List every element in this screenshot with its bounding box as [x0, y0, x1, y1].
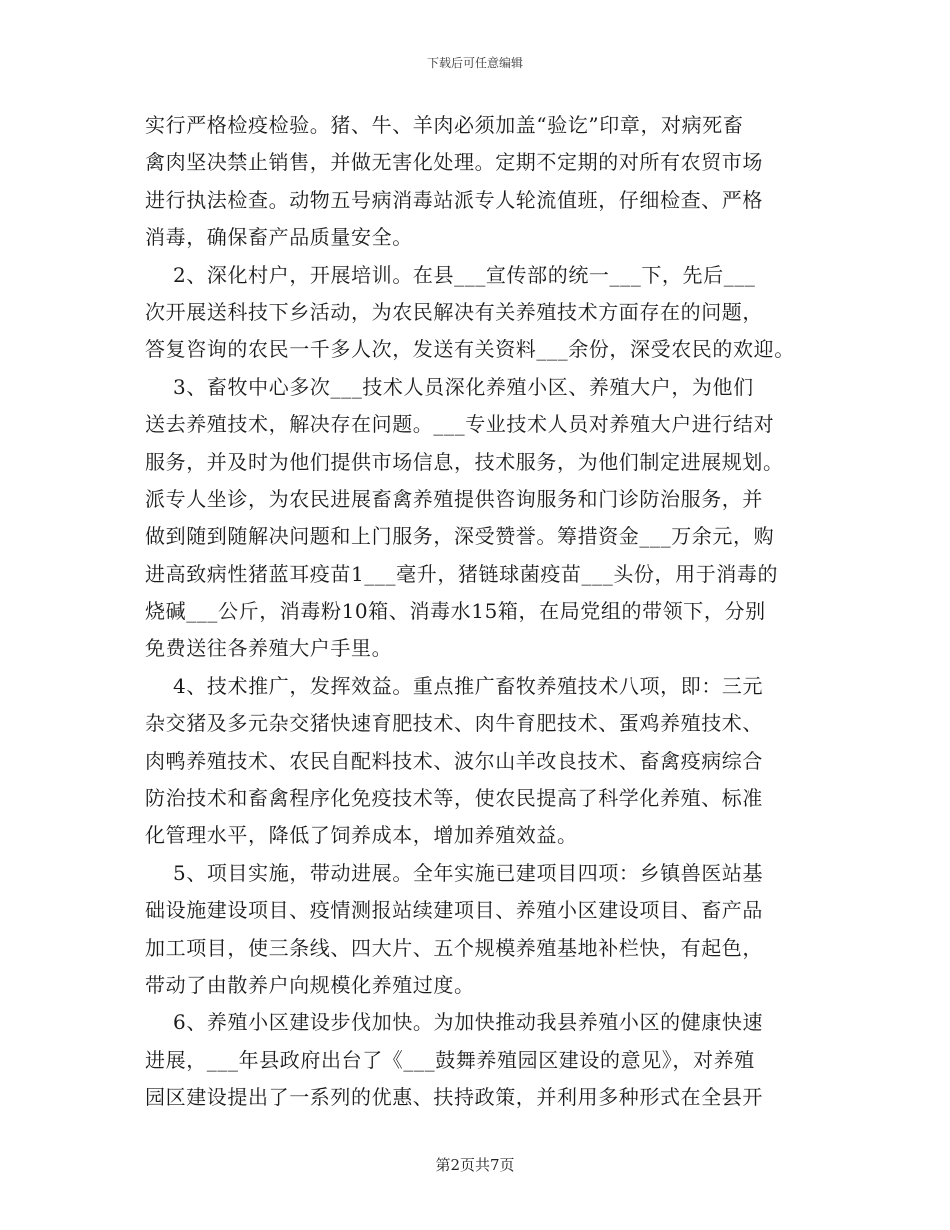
- page-header: 下载后可任意编辑: [426, 56, 523, 70]
- text-line: 答复咨询的农民一千多人次，发送有关资料___余份，深受农民的欢迎。: [145, 337, 795, 362]
- paragraph-start-line: 2、深化村户，开展培训。在县___宣传部的统一___下，先后___: [173, 262, 756, 287]
- text-line: 带动了由散养户向规模化养殖过度。: [145, 972, 475, 997]
- text-line: 服务，并及时为他们提供市场信息，技术服务，为他们制定进展规划。: [145, 449, 784, 474]
- text-line: 杂交猪及多元杂交猪快速育肥技术、肉牛育肥技术、蛋鸡养殖技术、: [145, 711, 763, 736]
- text-line: 次开展送科技下乡活动，为农民解决有关养殖技术方面存在的问题，: [145, 299, 763, 324]
- text-line: 送去养殖技术，解决存在问题。___专业技术人员对养殖大户进行结对: [145, 412, 775, 437]
- text-line: 进高致病性猪蓝耳疫苗1___毫升，猪链球菌疫苗___头份，用于消毒的: [145, 561, 779, 586]
- text-line: 派专人坐诊，为农民进展畜禽养殖提供咨询服务和门诊防治服务，并: [145, 486, 763, 511]
- text-line: 肉鸭养殖技术、农民自配料技术、波尔山羊改良技术、畜禽疫病综合: [145, 748, 763, 773]
- document-body: [145, 110, 815, 1120]
- text-line: 禽肉坚决禁止销售，并做无害化处理。定期不定期的对所有农贸市场: [145, 150, 763, 175]
- text-line: 加工项目，使三条线、四大片、五个规模养殖基地补栏快，有起色，: [145, 935, 763, 960]
- paragraph-start-line: 4、技术推广，发挥效益。重点推广畜牧养殖技术八项，即：三元: [173, 673, 764, 698]
- paragraph-start-line: 3、畜牧中心多次___技术人员深化养殖小区、养殖大户，为他们: [173, 374, 754, 399]
- text-line: 园区建设提出了一系列的优惠、扶持政策，并利用多种形式在全县开: [145, 1085, 763, 1110]
- text-line: 化管理水平，降低了饲养成本，增加养殖效益。: [145, 823, 578, 848]
- text-line: 进展，___年县政府出台了《___鼓舞养殖园区建设的意见》，对养殖: [145, 1047, 755, 1072]
- text-line: 进行执法检查。动物五号病消毒站派专人轮流值班，仔细检查、严格: [145, 187, 763, 212]
- text-line: 免费送往各养殖大户手里。: [145, 636, 393, 661]
- text-line: 做到随到随解决问题和上门服务，深受赞誉。筹措资金___万余元，购: [145, 524, 775, 549]
- text-line: 烧碱___公斤，消毒粉10箱、消毒水15箱，在局党组的带领下，分别: [145, 599, 766, 624]
- paragraph-start-line: 5、项目实施，带动进展。全年实施已建项目四项：乡镇兽医站基: [173, 860, 764, 885]
- paragraph-start-line: 6、养殖小区建设步伐加快。为加快推动我县养殖小区的健康快速: [173, 1010, 764, 1035]
- page-number-footer: 第2页共7页: [435, 1156, 515, 1174]
- text-line: 消毒，确保畜产品质量安全。: [145, 225, 413, 250]
- text-line: 础设施建设项目、疫情测报站续建项目、养殖小区建设项目、畜产品: [145, 898, 763, 923]
- text-line: 实行严格检疫检验。猪、牛、羊肉必须加盖“验讫”印章，对病死畜: [145, 113, 744, 137]
- text-line: 防治技术和畜禽程序化免疫技术等，使农民提高了科学化养殖、标准: [145, 786, 763, 811]
